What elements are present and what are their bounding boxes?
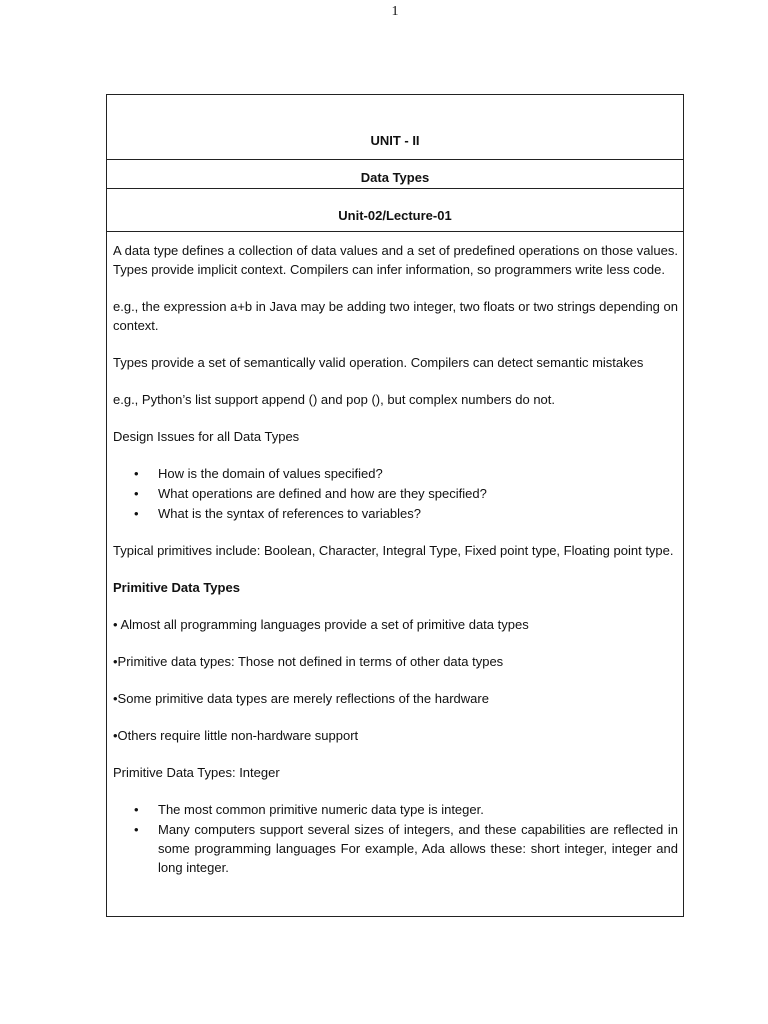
list-item: • What is the syntax of references to variables? xyxy=(134,506,422,521)
paragraph-primitive-2: •Primitive data types: Those not defined in terms of other data types xyxy=(113,654,504,669)
paragraph-typical-primitives: Typical primitives include: Boolean, Character, Integral Type, Fixed point type, Floating point type. xyxy=(113,543,674,558)
paragraph-semantic: Types provide a set of semantically valid operation. Compilers can detect semantic mistakes xyxy=(113,355,644,370)
divider xyxy=(107,188,683,189)
paragraph-integer-heading: Primitive Data Types: Integer xyxy=(113,765,280,780)
list-item: • How is the domain of values specified? xyxy=(134,466,383,481)
bullet: • xyxy=(134,822,139,837)
paragraph-design-issues: Design Issues for all Data Types xyxy=(113,429,300,444)
page-number: 1 xyxy=(391,4,399,19)
list-item: • What operations are defined and how are they specified? xyxy=(134,486,487,501)
paragraph-primitive-4: •Others require little non-hardware support xyxy=(113,728,359,743)
lecture-frame xyxy=(106,94,684,917)
bullet: • xyxy=(134,506,139,521)
paragraph-example-java: e.g., the expression a+b in Java may be adding two integer, two floats or two strings depending on context. xyxy=(113,299,678,333)
unit-title: UNIT - II xyxy=(370,133,420,148)
paragraph-example-python: e.g., Python’s list support append () and pop (), but complex numbers do not. xyxy=(113,392,556,407)
integer-list xyxy=(113,800,678,877)
section-heading: Primitive Data Types xyxy=(113,580,240,595)
list-item: • Many computers support several sizes of integers, and these capabilities are reflected in some programming languages For example, Ada allows these: short integer, integer and long integer. xyxy=(134,822,678,875)
topic-title: Data Types xyxy=(360,170,430,185)
divider xyxy=(107,231,683,232)
paragraph-definition: A data type defines a collection of data values and a set of predefined operations on those values. Types provide implicit context. Compilers can infer information, so programmers write less code. xyxy=(113,243,678,277)
lecture-body xyxy=(113,241,678,895)
paragraph-primitive-3: •Some primitive data types are merely reflections of the hardware xyxy=(113,691,489,706)
paragraph-primitive-1: • Almost all programming languages provide a set of primitive data types xyxy=(113,617,529,632)
bullet: • xyxy=(134,466,139,481)
divider xyxy=(107,159,683,160)
lecture-title: Unit-02/Lecture-01 xyxy=(338,208,452,223)
bullet: • xyxy=(134,802,139,817)
bullet: • xyxy=(134,486,139,501)
list-item: • The most common primitive numeric data type is integer. xyxy=(134,802,484,817)
design-issues-list xyxy=(113,464,678,523)
